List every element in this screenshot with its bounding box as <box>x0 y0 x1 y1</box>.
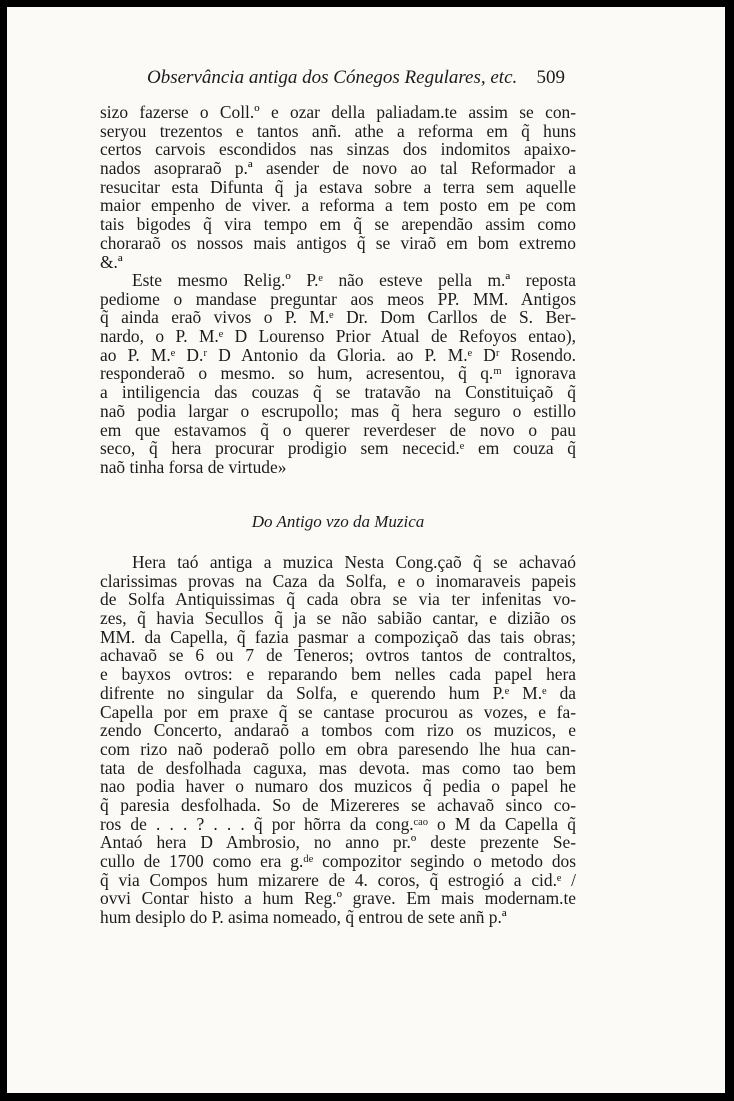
paragraph-1 <box>100 103 576 271</box>
text-line: resucitar esta Difunta q̃ ja estava sobre a terra sem aquelle <box>100 176 576 197</box>
text-line: sizo fazerse o Coll.º e ozar della paliadam.te assim se con- <box>100 102 576 122</box>
text-line: certos carvois escondidos nas sinzas dos indomitos apaixo- <box>100 139 576 160</box>
text-line: zes, q̃ havia Secullos q̃ ja se não sabião cantar, e dizião os <box>100 608 576 629</box>
text-line: ovvi Contar histo a hum Reg.º grave. Em mais modernam.te <box>100 888 576 909</box>
text-line: em que estavamos q̃ o querer reverdeser de novo o pau <box>100 419 576 440</box>
text-line: Este mesmo Relig.º P.ᵉ não esteve pella m.ª reposta <box>132 270 576 290</box>
text-line: hum desiplo do P. asima nomeado, q̃ entrou de sete anñ p.ª <box>100 907 507 928</box>
text-line: responderaõ o mesmo. so hum, acresentou, q̃ q.ᵐ ignorava <box>100 363 576 384</box>
text-line: q̃ ainda eraõ vivos o P. M.ᵉ Dr. Dom Carllos de S. Ber- <box>100 307 576 328</box>
text-line: zendo Concerto, andaraõ a tombos com rizo os muzicos, e <box>100 720 576 741</box>
text-line: choraraõ os nossos mais antigos q̃ se viraõ em bom extremo <box>100 232 576 253</box>
text-line: tata de desfolhada caguxa, mas devota. mas como tao bem <box>100 757 576 778</box>
text-line: difrente no singular da Solfa, e querendo hum P.ᵉ M.ᵉ da <box>100 682 576 703</box>
text-line: nados asopraraõ p.ª asender de novo ao tal Reformador a <box>100 158 576 179</box>
text-line: Antaó hera D Ambrosio, no anno pr.º deste prezente Se- <box>100 832 576 853</box>
book-page <box>7 7 725 1093</box>
text-line: ao P. M.ᵉ D.ʳ D Antonio da Gloria. ao P. M.ᵉ Dʳ Rosendo. <box>100 344 576 365</box>
text-line: MM. da Capella, q̃ fazia pasmar a compoziçaõ das tais obras; <box>100 626 576 647</box>
text-line: maior empenho de viver. a reforma a tem posto em pe com <box>100 195 576 216</box>
running-title: Observância antiga dos Cónegos Regulares, etc. <box>147 67 518 88</box>
text-line: Capella por em praxe q̃ se cantase procurou as vozes, e fa- <box>100 701 576 722</box>
text-line: q̃ via Compos hum mizarere de 4. coros, q̃ estrogió a cid.ᵉ / <box>100 869 576 890</box>
text-line: nardo, o P. M.ᵉ D Lourenso Prior Atual de Refoyos entao), <box>100 326 576 347</box>
text-line: a intiligencia das couzas q̃ se tratavão na Constituiçaõ q̃ <box>100 382 576 403</box>
text-line: pediome o mandase preguntar aos meos PP. MM. Antigos <box>100 288 576 309</box>
text-line: seco, q̃ hera procurar prodigio sem nececid.ᵉ em couza q̃ <box>100 438 576 459</box>
text-line: &.ª <box>100 251 123 272</box>
section-title: Do Antigo vzo da Muzica <box>251 512 425 531</box>
text-line: com rizo naõ poderaõ pollo em obra paresendo lhe hua can- <box>100 738 576 759</box>
text-line: achavaõ se 6 ou 7 de Teneros; ovtros tantos de contraltos, <box>100 645 576 666</box>
paragraph-2 <box>100 271 576 477</box>
text-line: de Solfa Antiquissimas q̃ cada obra se via ter infenitas vo- <box>100 589 576 610</box>
text-line: naõ tinha forsa de virtude» <box>100 456 287 477</box>
text-line: q̃ paresia desfolhada. So de Mizereres se achavaõ sinco co- <box>100 794 576 815</box>
running-header <box>147 67 565 89</box>
text-line: ros de . . . ? . . . q̃ por hõrra da cong.ᶜᵃᵒ o M da Capella q̃ <box>100 813 576 834</box>
text-line: Hera taó antiga a muzica Nesta Cong.çaõ q̃ se achavaó <box>132 552 576 572</box>
text-line: nao podia haver o numaro dos muzicos q̃ pedia o papel he <box>100 776 576 797</box>
text-line: seryou trezentos e tantos anñ. athe a reforma em q̃ huns <box>100 120 576 141</box>
text-line: naõ podia largar o escrupollo; mas q̃ hera seguro o estillo <box>100 400 576 421</box>
page-number: 509 <box>536 67 565 88</box>
text-line: cullo de 1700 como era g.ᵈᵉ compozitor segindo o metodo dos <box>100 851 576 871</box>
text-line: tais bigodes q̃ vira tempo em q̃ se arependão assim como <box>100 214 576 235</box>
text-line: clarissimas provas na Caza da Solfa, e o inomaraveis papeis <box>100 570 576 591</box>
text-line: e bayxos ovtros: e reparando bem nelles cada papel hera <box>100 664 576 685</box>
paragraph-3 <box>100 553 576 927</box>
